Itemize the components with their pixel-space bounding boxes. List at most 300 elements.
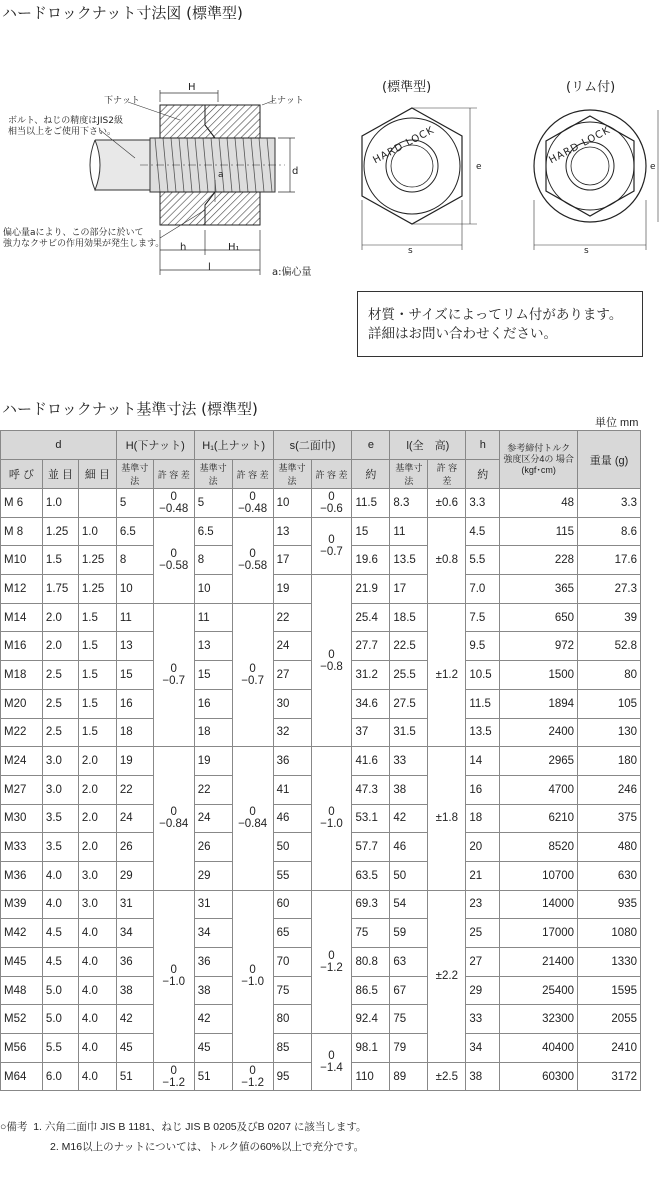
cell-l: 46 xyxy=(390,833,428,862)
cell-H1-tol xyxy=(232,1062,273,1091)
cell-s: 36 xyxy=(273,747,311,776)
cell-e: 86.5 xyxy=(352,976,390,1005)
hdr-l-tol: 許 容 差 xyxy=(428,460,466,489)
table-row xyxy=(1,747,641,776)
cell-weight: 2410 xyxy=(578,1034,641,1063)
cell-H-tol-upper: 0 xyxy=(170,548,177,561)
cell-fine: 4.0 xyxy=(78,1005,116,1034)
table-row xyxy=(1,1034,641,1063)
hdr-call: 呼 び xyxy=(1,460,43,489)
cell-fine: 4.0 xyxy=(78,1062,116,1091)
cell-weight: 8.6 xyxy=(578,517,641,546)
cell-s: 10 xyxy=(273,489,311,518)
cell-fine: 3.0 xyxy=(78,890,116,919)
cell-H-tol xyxy=(153,747,194,890)
cell-h: 34 xyxy=(466,1034,500,1063)
hdr-H: H(下ナット) xyxy=(116,431,194,460)
cell-call: M56 xyxy=(1,1034,43,1063)
cell-H-tol xyxy=(153,489,194,518)
cell-s-tol-upper: 0 xyxy=(328,648,335,661)
cell-call: M22 xyxy=(1,718,43,747)
cell-e: 63.5 xyxy=(352,861,390,890)
table-row xyxy=(1,489,641,518)
cell-fine: 4.0 xyxy=(78,1034,116,1063)
cell-h: 38 xyxy=(466,1062,500,1091)
cell-s: 65 xyxy=(273,919,311,948)
cell-l: 38 xyxy=(390,775,428,804)
cell-h: 7.0 xyxy=(466,575,500,604)
cell-l-tol: ±0.8 xyxy=(428,517,466,603)
cell-coarse: 5.0 xyxy=(42,976,78,1005)
cell-call: M45 xyxy=(1,948,43,977)
cell-h: 5.5 xyxy=(466,546,500,575)
cell-weight: 1595 xyxy=(578,976,641,1005)
cell-e: 80.8 xyxy=(352,948,390,977)
cell-torque: 48 xyxy=(500,489,578,518)
cell-coarse: 2.5 xyxy=(42,689,78,718)
cell-H1: 36 xyxy=(194,948,232,977)
cell-e: 75 xyxy=(352,919,390,948)
cell-e: 37 xyxy=(352,718,390,747)
cell-torque: 8520 xyxy=(500,833,578,862)
cell-weight: 1330 xyxy=(578,948,641,977)
cell-H1: 16 xyxy=(194,689,232,718)
cell-torque: 14000 xyxy=(500,890,578,919)
hdr-s: s(二面巾) xyxy=(273,431,352,460)
cell-e: 21.9 xyxy=(352,575,390,604)
table-title: ハードロックナット基準寸法 (標準型) xyxy=(2,400,258,418)
cell-coarse: 3.5 xyxy=(42,804,78,833)
cell-fine: 2.0 xyxy=(78,833,116,862)
cell-l: 22.5 xyxy=(390,632,428,661)
rim-dim-e: e xyxy=(650,162,656,172)
cell-H1: 15 xyxy=(194,661,232,690)
cell-s-tol-lower: −1.4 xyxy=(320,1062,343,1075)
cell-l: 31.5 xyxy=(390,718,428,747)
standard-label: (標準型) xyxy=(382,80,432,95)
cell-s: 27 xyxy=(273,661,311,690)
cell-fine: 2.0 xyxy=(78,747,116,776)
cell-H-tol-lower: −0.84 xyxy=(159,818,189,831)
cell-s: 19 xyxy=(273,575,311,604)
dim-a: a xyxy=(218,170,224,180)
cell-s: 13 xyxy=(273,517,311,546)
table-row xyxy=(1,517,641,546)
cell-l-tol: ±2.5 xyxy=(428,1062,466,1091)
cell-weight: 480 xyxy=(578,833,641,862)
cell-h: 10.5 xyxy=(466,661,500,690)
cell-H: 34 xyxy=(116,919,153,948)
cell-coarse: 4.5 xyxy=(42,919,78,948)
hdr-l-std: 基準寸法 xyxy=(390,460,428,489)
remarks-label: ○備考 xyxy=(0,1121,28,1133)
cell-h: 23 xyxy=(466,890,500,919)
cell-H-tol xyxy=(153,603,194,746)
hdr-e-approx: 約 xyxy=(352,460,390,489)
cell-fine: 2.0 xyxy=(78,804,116,833)
cell-H1: 8 xyxy=(194,546,232,575)
cell-H1: 10 xyxy=(194,575,232,604)
cell-torque: 2400 xyxy=(500,718,578,747)
cell-H: 8 xyxy=(116,546,153,575)
cell-call: M 6 xyxy=(1,489,43,518)
cell-s-tol-lower: −0.7 xyxy=(320,545,343,558)
cell-fine: 4.0 xyxy=(78,919,116,948)
cell-l: 17 xyxy=(390,575,428,604)
cell-coarse: 2.5 xyxy=(42,718,78,747)
hdr-s-tol: 許 容 差 xyxy=(311,460,352,489)
cell-call: M64 xyxy=(1,1062,43,1091)
hdr-H-tol: 許 容 差 xyxy=(153,460,194,489)
cell-l: 11 xyxy=(390,517,428,546)
cell-s: 95 xyxy=(273,1062,311,1091)
cell-coarse: 4.0 xyxy=(42,861,78,890)
cell-H1: 6.5 xyxy=(194,517,232,546)
cell-H1-tol-lower: −1.0 xyxy=(241,976,264,989)
remarks xyxy=(0,1117,367,1157)
dim-H: H xyxy=(188,82,196,93)
note-bolt-line2: 相当以上をご使用下さい。 xyxy=(8,127,117,137)
cell-e: 11.5 xyxy=(352,489,390,518)
standard-nut-view xyxy=(352,100,492,260)
cell-l-tol: ±1.8 xyxy=(428,747,466,890)
hdr-fine: 細 目 xyxy=(78,460,116,489)
cell-H1-tol-lower: −1.2 xyxy=(241,1076,264,1089)
cell-H-tol-lower: −0.48 xyxy=(159,502,189,515)
cell-weight: 3.3 xyxy=(578,489,641,518)
cell-fine: 2.0 xyxy=(78,775,116,804)
cell-torque: 1894 xyxy=(500,689,578,718)
cell-coarse: 6.0 xyxy=(42,1062,78,1091)
cell-H1-tol xyxy=(232,890,273,1062)
hdr-weight: 重量 (g) xyxy=(578,431,641,489)
cell-s: 50 xyxy=(273,833,311,862)
cell-H1-tol-upper: 0 xyxy=(249,490,256,503)
cell-H-tol-upper: 0 xyxy=(170,490,177,503)
cell-l: 67 xyxy=(390,976,428,1005)
cell-torque: 4700 xyxy=(500,775,578,804)
cell-h: 4.5 xyxy=(466,517,500,546)
cell-call: M10 xyxy=(1,546,43,575)
cell-H: 15 xyxy=(116,661,153,690)
cell-s: 22 xyxy=(273,603,311,632)
cell-H1: 51 xyxy=(194,1062,232,1091)
cell-torque: 228 xyxy=(500,546,578,575)
cell-call: M39 xyxy=(1,890,43,919)
cell-torque: 115 xyxy=(500,517,578,546)
cell-l-tol: ±2.2 xyxy=(428,890,466,1062)
cell-H-tol-lower: −1.2 xyxy=(162,1076,186,1089)
cell-H: 19 xyxy=(116,747,153,776)
cell-s-tol-upper: 0 xyxy=(328,490,335,503)
cell-H1: 18 xyxy=(194,718,232,747)
cell-s-tol-upper: 0 xyxy=(328,533,335,546)
cell-torque: 365 xyxy=(500,575,578,604)
cell-coarse: 4.0 xyxy=(42,890,78,919)
cell-H: 36 xyxy=(116,948,153,977)
cell-s: 41 xyxy=(273,775,311,804)
cell-H1-tol-upper: 0 xyxy=(249,964,256,977)
cell-s-tol xyxy=(311,575,352,747)
cell-H-tol xyxy=(153,1062,194,1091)
dim-h: h xyxy=(180,242,187,253)
cell-weight: 17.6 xyxy=(578,546,641,575)
cell-H-tol-upper: 0 xyxy=(170,964,177,977)
cell-H-tol-lower: −0.7 xyxy=(162,674,186,687)
cell-l: 63 xyxy=(390,948,428,977)
cell-H-tol-upper: 0 xyxy=(170,662,177,675)
note-line2: 詳細はお問い合わせください。 xyxy=(368,326,557,342)
cell-H: 16 xyxy=(116,689,153,718)
cell-H: 38 xyxy=(116,976,153,1005)
cell-coarse: 1.25 xyxy=(42,517,78,546)
cell-call: M18 xyxy=(1,661,43,690)
spec-table xyxy=(0,430,641,1091)
cell-s-tol-upper: 0 xyxy=(328,806,335,819)
cell-torque: 32300 xyxy=(500,1005,578,1034)
cell-e: 31.2 xyxy=(352,661,390,690)
cell-s-tol xyxy=(311,890,352,1033)
cell-weight: 1080 xyxy=(578,919,641,948)
cell-call: M20 xyxy=(1,689,43,718)
cell-H-tol xyxy=(153,890,194,1062)
cell-s: 24 xyxy=(273,632,311,661)
cell-s: 80 xyxy=(273,1005,311,1034)
cell-call: M30 xyxy=(1,804,43,833)
cell-H1: 19 xyxy=(194,747,232,776)
cell-h: 7.5 xyxy=(466,603,500,632)
cell-l: 8.3 xyxy=(390,489,428,518)
hdr-H-std: 基準寸法 xyxy=(116,460,153,489)
cell-h: 27 xyxy=(466,948,500,977)
cell-coarse: 5.5 xyxy=(42,1034,78,1063)
cell-H: 31 xyxy=(116,890,153,919)
cell-call: M52 xyxy=(1,1005,43,1034)
rim-label: (リム付) xyxy=(566,80,616,95)
cell-H: 5 xyxy=(116,489,153,518)
remarks-text1: 1. 六角二面巾 JIS B 1181、ねじ JIS B 0205及びB 0207 に該当します。 xyxy=(33,1121,367,1133)
cell-l: 42 xyxy=(390,804,428,833)
cell-l: 13.5 xyxy=(390,546,428,575)
cell-e: 69.3 xyxy=(352,890,390,919)
cell-H: 26 xyxy=(116,833,153,862)
cell-fine: 4.0 xyxy=(78,976,116,1005)
cell-call: M48 xyxy=(1,976,43,1005)
cell-call: M24 xyxy=(1,747,43,776)
cell-e: 27.7 xyxy=(352,632,390,661)
cell-H-tol-lower: −1.0 xyxy=(162,976,186,989)
cell-weight: 39 xyxy=(578,603,641,632)
cell-H: 22 xyxy=(116,775,153,804)
cell-H1: 34 xyxy=(194,919,232,948)
hdr-H1-tol: 許 容 差 xyxy=(232,460,273,489)
cell-h: 9.5 xyxy=(466,632,500,661)
cell-h: 33 xyxy=(466,1005,500,1034)
cell-torque: 60300 xyxy=(500,1062,578,1091)
cell-H1: 31 xyxy=(194,890,232,919)
cell-l: 79 xyxy=(390,1034,428,1063)
rim-dim-s: s xyxy=(584,246,589,256)
cell-torque: 650 xyxy=(500,603,578,632)
cell-H1: 5 xyxy=(194,489,232,518)
cell-H: 6.5 xyxy=(116,517,153,546)
hdr-e: e xyxy=(352,431,390,460)
cell-l: 18.5 xyxy=(390,603,428,632)
cell-H1-tol xyxy=(232,603,273,746)
cell-s: 17 xyxy=(273,546,311,575)
cell-torque: 21400 xyxy=(500,948,578,977)
cell-H1: 26 xyxy=(194,833,232,862)
cell-weight: 52.8 xyxy=(578,632,641,661)
cell-h: 29 xyxy=(466,976,500,1005)
cell-s-tol xyxy=(311,489,352,518)
cell-s: 60 xyxy=(273,890,311,919)
cell-torque: 972 xyxy=(500,632,578,661)
cell-H1-tol-upper: 0 xyxy=(249,1064,256,1077)
availability-note xyxy=(357,291,643,357)
cell-s-tol-lower: −1.2 xyxy=(320,961,343,974)
cell-fine: 1.5 xyxy=(78,661,116,690)
cell-l: 27.5 xyxy=(390,689,428,718)
cell-weight: 130 xyxy=(578,718,641,747)
cell-H: 51 xyxy=(116,1062,153,1091)
cell-call: M36 xyxy=(1,861,43,890)
cell-H-tol-upper: 0 xyxy=(170,1064,177,1077)
cell-coarse: 2.5 xyxy=(42,661,78,690)
cell-torque: 1500 xyxy=(500,661,578,690)
cell-H1: 42 xyxy=(194,1005,232,1034)
cell-call: M16 xyxy=(1,632,43,661)
cell-H1: 24 xyxy=(194,804,232,833)
cell-call: M14 xyxy=(1,603,43,632)
cell-H1-tol-upper: 0 xyxy=(249,548,256,561)
cell-l: 75 xyxy=(390,1005,428,1034)
remarks-line2 xyxy=(0,1137,367,1157)
cell-s-tol xyxy=(311,1034,352,1091)
cell-h: 3.3 xyxy=(466,489,500,518)
cell-H1: 11 xyxy=(194,603,232,632)
standard-dim-e: e xyxy=(476,162,482,172)
cell-H1: 38 xyxy=(194,976,232,1005)
cell-coarse: 5.0 xyxy=(42,1005,78,1034)
cell-s: 30 xyxy=(273,689,311,718)
hdr-H1: H₁(上ナット) xyxy=(194,431,273,460)
dim-l: l xyxy=(208,262,211,273)
cell-s: 85 xyxy=(273,1034,311,1063)
cell-e: 92.4 xyxy=(352,1005,390,1034)
cell-fine: 1.25 xyxy=(78,575,116,604)
note-line1: 材質・サイズによってリム付があります。 xyxy=(368,307,623,323)
note-eccentric-line2: 強力なクサビの作用効果が発生します。 xyxy=(3,239,165,249)
cell-e: 47.3 xyxy=(352,775,390,804)
cell-e: 41.6 xyxy=(352,747,390,776)
note-eccentric-line1: 偏心量aにより、この部分に於いて xyxy=(3,228,144,238)
cell-H: 11 xyxy=(116,603,153,632)
cell-call: M42 xyxy=(1,919,43,948)
cell-H1-tol xyxy=(232,747,273,890)
cell-s: 32 xyxy=(273,718,311,747)
rim-nut-view xyxy=(520,100,670,260)
hdr-h-approx: 約 xyxy=(466,460,500,489)
cell-weight: 935 xyxy=(578,890,641,919)
cell-coarse: 2.0 xyxy=(42,632,78,661)
cell-s: 46 xyxy=(273,804,311,833)
cell-call: M33 xyxy=(1,833,43,862)
cell-weight: 375 xyxy=(578,804,641,833)
cell-e: 34.6 xyxy=(352,689,390,718)
cell-l-tol: ±0.6 xyxy=(428,489,466,518)
hdr-d: d xyxy=(1,431,117,460)
diagram-title: ハードロックナット寸法図 (標準型) xyxy=(2,4,243,22)
cell-H1-tol-lower: −0.7 xyxy=(241,674,264,687)
cell-coarse: 1.75 xyxy=(42,575,78,604)
cell-fine: 1.5 xyxy=(78,603,116,632)
cell-coarse: 1.0 xyxy=(42,489,78,518)
cell-H1-tol xyxy=(232,517,273,603)
cell-fine: 1.0 xyxy=(78,517,116,546)
cell-l: 50 xyxy=(390,861,428,890)
cell-coarse: 2.0 xyxy=(42,603,78,632)
cell-coarse: 3.5 xyxy=(42,833,78,862)
cell-coarse: 1.5 xyxy=(42,546,78,575)
cell-weight: 27.3 xyxy=(578,575,641,604)
cell-call: M12 xyxy=(1,575,43,604)
cell-H1-tol-upper: 0 xyxy=(249,806,256,819)
cell-s: 70 xyxy=(273,948,311,977)
cell-H: 42 xyxy=(116,1005,153,1034)
cell-e: 19.6 xyxy=(352,546,390,575)
hdr-coarse: 並 目 xyxy=(42,460,78,489)
cell-weight: 80 xyxy=(578,661,641,690)
cell-H1: 45 xyxy=(194,1034,232,1063)
cell-H: 24 xyxy=(116,804,153,833)
note-bolt-line1: ボルト、ねじの精度はJIS2級 xyxy=(8,116,123,126)
cell-weight: 3172 xyxy=(578,1062,641,1091)
cell-weight: 630 xyxy=(578,861,641,890)
cell-H: 13 xyxy=(116,632,153,661)
cell-s-tol-upper: 0 xyxy=(328,949,335,962)
cell-s-tol-lower: −0.8 xyxy=(320,660,343,673)
standard-dim-s: s xyxy=(408,246,413,256)
cell-H1: 13 xyxy=(194,632,232,661)
cell-H1-tol xyxy=(232,489,273,518)
hdr-l: l(全 高) xyxy=(390,431,466,460)
cell-H-tol-lower: −0.58 xyxy=(159,560,189,573)
cell-weight: 246 xyxy=(578,775,641,804)
cell-s-tol xyxy=(311,517,352,574)
table-row xyxy=(1,890,641,919)
cell-torque: 2965 xyxy=(500,747,578,776)
cell-h: 18 xyxy=(466,804,500,833)
standard-nut-text: HARD LOCK xyxy=(371,124,437,167)
hdr-h: h xyxy=(466,431,500,460)
remarks-text2: 2. M16以上のナットについては、トルク値の60%以上で充分です。 xyxy=(50,1141,365,1153)
cell-call: M27 xyxy=(1,775,43,804)
cell-h: 20 xyxy=(466,833,500,862)
cell-fine: 1.5 xyxy=(78,632,116,661)
cell-s-tol xyxy=(311,747,352,890)
cell-H: 29 xyxy=(116,861,153,890)
cell-e: 15 xyxy=(352,517,390,546)
spec-table-body xyxy=(1,489,641,1091)
label-upper-nut: 上ナット xyxy=(268,96,304,106)
cell-torque: 6210 xyxy=(500,804,578,833)
cell-l: 25.5 xyxy=(390,661,428,690)
cell-e: 98.1 xyxy=(352,1034,390,1063)
cell-torque: 10700 xyxy=(500,861,578,890)
cell-weight: 105 xyxy=(578,689,641,718)
cell-weight: 2055 xyxy=(578,1005,641,1034)
